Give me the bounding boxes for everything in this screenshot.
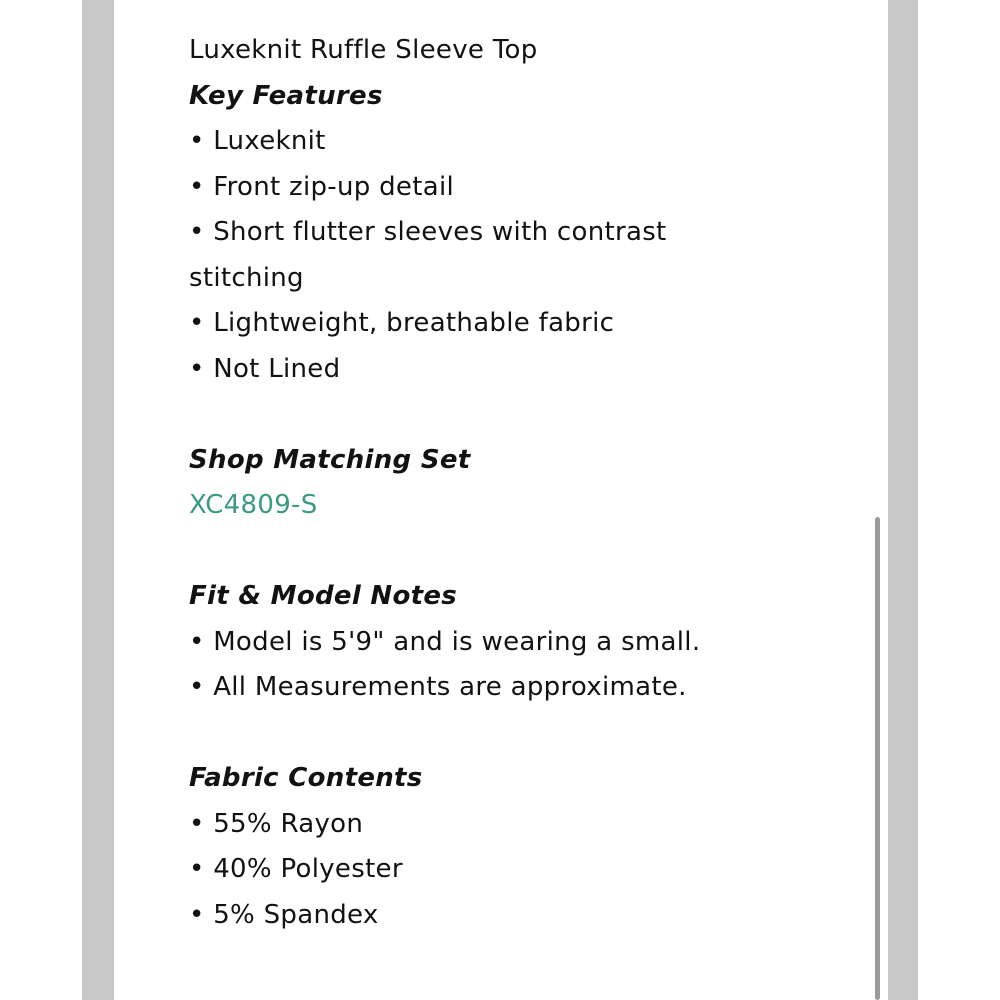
list-item: • 5% Spandex (189, 899, 379, 930)
fabric-contents-list (189, 802, 789, 939)
list-item: • Luxeknit (189, 126, 326, 156)
list-item: • 55% Rayon (189, 808, 364, 839)
key-features-heading: Key Features (189, 80, 383, 111)
list-item: • Lightweight, breathable fabric (189, 308, 615, 338)
fabric-contents-section (189, 756, 789, 938)
product-description (189, 28, 789, 984)
list-item: • 40% Polyester (189, 854, 403, 884)
list-item: • Short flutter sleeves with contrast stitching (189, 217, 667, 293)
product-name: Luxeknit Ruffle Sleeve Top (189, 35, 538, 65)
list-item: • Not Lined (189, 353, 341, 384)
device-bezel-left (82, 0, 114, 1000)
fit-notes-list (189, 620, 789, 711)
device-bezel-right (888, 0, 918, 1000)
fit-notes-heading: Fit & Model Notes (189, 581, 458, 611)
key-features-section (189, 74, 789, 393)
fit-notes-section (189, 574, 789, 711)
fabric-contents-heading: Fabric Contents (189, 763, 423, 793)
matching-set-section (189, 438, 789, 529)
key-features-list (189, 119, 789, 392)
matching-set-link[interactable]: XC4809-S (189, 490, 318, 520)
scrollbar-thumb[interactable] (875, 517, 880, 1000)
list-item: • Front zip-up detail (189, 171, 455, 202)
matching-set-heading: Shop Matching Set (189, 444, 471, 475)
list-item: • All Measurements are approximate. (189, 672, 687, 702)
list-item: • Model is 5'9" and is wearing a small. (189, 626, 701, 657)
